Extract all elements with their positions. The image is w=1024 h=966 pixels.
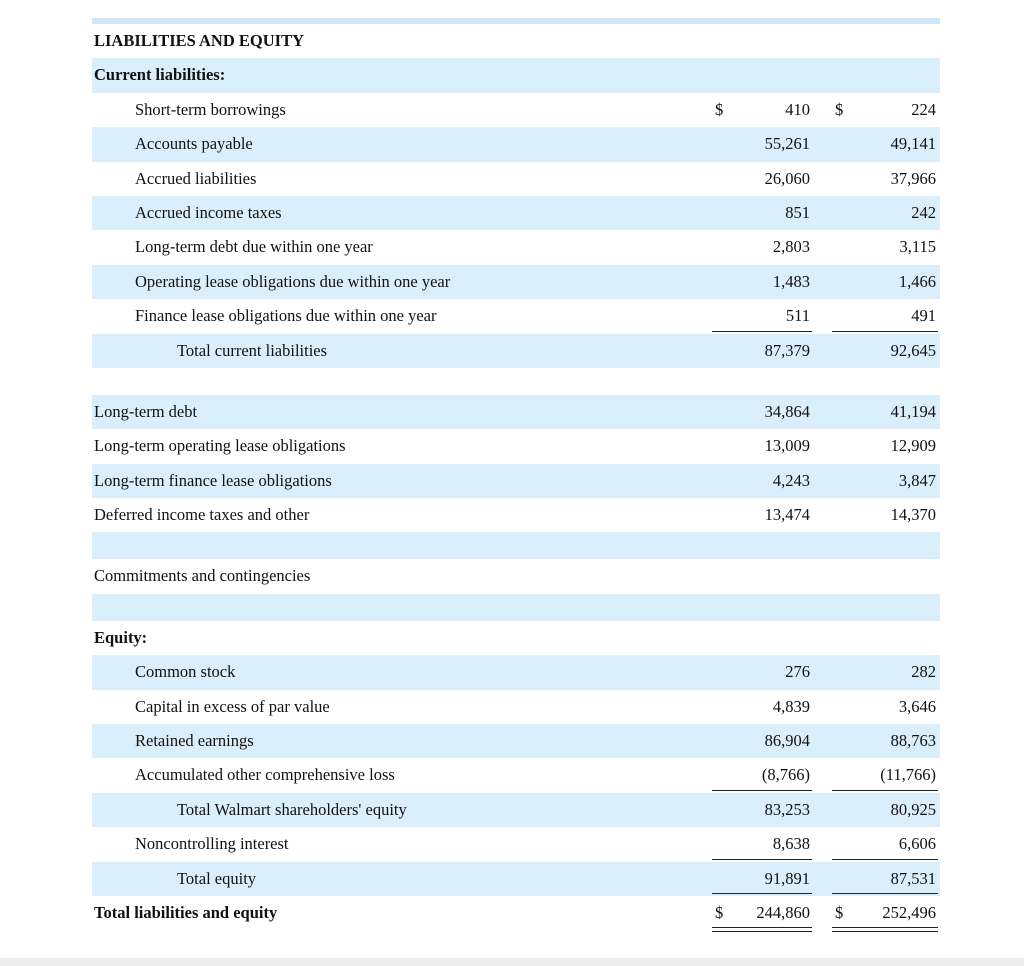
- row-label: Finance lease obligations due within one year: [135, 306, 437, 326]
- value: 26,060: [764, 168, 810, 188]
- value-prior-year: [832, 230, 938, 264]
- value-prior-year: [832, 395, 938, 429]
- value-current-year: [712, 127, 812, 161]
- row-long-term-debt: [92, 395, 940, 429]
- value-current-year: [712, 690, 812, 724]
- row-label: Total current liabilities: [177, 340, 328, 360]
- balance-sheet-liabilities-equity: [92, 18, 940, 930]
- row-accumulated-oci-loss: [92, 758, 940, 792]
- value-current-year: [712, 862, 812, 896]
- value-current-year: [712, 230, 812, 264]
- value-current-year: [712, 299, 812, 333]
- spacer: [92, 594, 940, 621]
- value-current-year: [712, 93, 812, 127]
- value: 12,909: [890, 436, 936, 456]
- value-current-year: [712, 498, 812, 532]
- row-retained-earnings: [92, 724, 940, 758]
- spacer: [92, 368, 940, 395]
- value-prior-year: [832, 655, 938, 689]
- value-current-year: [712, 896, 812, 930]
- value: 87,531: [890, 868, 936, 888]
- row-long-term-operating-lease: [92, 429, 940, 463]
- value: 3,847: [898, 470, 936, 490]
- value-prior-year: [832, 299, 938, 333]
- value: 13,474: [764, 505, 810, 525]
- row-total-liabilities-and-equity: [92, 896, 940, 930]
- row-label: Accrued income taxes: [135, 202, 282, 222]
- value-prior-year: [832, 93, 938, 127]
- value: 83,253: [764, 799, 810, 819]
- value: 37,966: [890, 168, 936, 188]
- row-deferred-income-taxes: [92, 498, 940, 532]
- row-label: Long-term debt due within one year: [135, 237, 373, 257]
- value: 224: [911, 99, 936, 119]
- value: 14,370: [890, 505, 936, 525]
- currency-symbol: $: [835, 902, 844, 922]
- value: 4,243: [772, 470, 810, 490]
- value: 252,496: [882, 902, 936, 922]
- value-current-year: [712, 334, 812, 368]
- value: 3,646: [898, 696, 936, 716]
- row-total-walmart-equity: [92, 793, 940, 827]
- row-label: Retained earnings: [135, 731, 254, 751]
- value-prior-year: [832, 758, 938, 792]
- value-current-year: [712, 265, 812, 299]
- row-total-equity: [92, 862, 940, 896]
- row-label: Operating lease obligations due within one year: [135, 271, 451, 291]
- row-label: Common stock: [135, 662, 236, 682]
- row-noncontrolling-interest: [92, 827, 940, 861]
- value-prior-year: [832, 265, 938, 299]
- current-liabilities-heading-row: [92, 58, 940, 92]
- value: 41,194: [890, 401, 936, 421]
- value: 3,115: [899, 237, 936, 257]
- row-capital-in-excess: [92, 690, 940, 724]
- value-prior-year: [832, 127, 938, 161]
- value: 511: [785, 306, 810, 326]
- value: 1,483: [772, 271, 810, 291]
- value: (11,766): [880, 765, 936, 785]
- value-prior-year: [832, 827, 938, 861]
- value: 851: [785, 202, 810, 222]
- value-current-year: [712, 655, 812, 689]
- row-long-term-finance-lease: [92, 464, 940, 498]
- section-title-row: [92, 24, 940, 58]
- currency-symbol: $: [715, 902, 724, 922]
- value: 6,606: [898, 834, 936, 854]
- row-label: Total liabilities and equity: [94, 902, 278, 922]
- equity-heading: Equity:: [94, 627, 148, 647]
- value: 282: [911, 662, 936, 682]
- value-prior-year: [832, 793, 938, 827]
- row-operating-lease-due: [92, 265, 940, 299]
- value: 88,763: [890, 731, 936, 751]
- row-short-term-borrowings: [92, 93, 940, 127]
- value-current-year: [712, 429, 812, 463]
- value: 87,379: [764, 340, 810, 360]
- value-current-year: [712, 196, 812, 230]
- value: 13,009: [764, 436, 810, 456]
- row-accrued-income-taxes: [92, 196, 940, 230]
- value: 2,803: [772, 237, 810, 257]
- value-prior-year: [832, 690, 938, 724]
- row-label: Short-term borrowings: [135, 99, 286, 119]
- row-long-term-debt-due: [92, 230, 940, 264]
- value-prior-year: [832, 464, 938, 498]
- row-commitments: [92, 559, 940, 593]
- value-prior-year: [832, 334, 938, 368]
- value: 80,925: [890, 799, 936, 819]
- value-current-year: [712, 793, 812, 827]
- row-label: Long-term debt: [94, 401, 198, 421]
- current-liabilities-heading: Current liabilities:: [94, 65, 226, 85]
- value: 91,891: [764, 868, 810, 888]
- value: 1,466: [898, 271, 936, 291]
- value-current-year: [712, 827, 812, 861]
- value: 4,839: [772, 696, 810, 716]
- value-current-year: [712, 724, 812, 758]
- currency-symbol: $: [835, 99, 844, 119]
- value: 8,638: [772, 834, 810, 854]
- value-current-year: [712, 162, 812, 196]
- row-label: Noncontrolling interest: [135, 834, 289, 854]
- value-prior-year: [832, 196, 938, 230]
- equity-heading-row: [92, 621, 940, 655]
- value: 491: [911, 306, 936, 326]
- row-label: Commitments and contingencies: [94, 566, 311, 586]
- row-label: Capital in excess of par value: [135, 696, 330, 716]
- row-label: Deferred income taxes and other: [94, 505, 310, 525]
- row-label: Total Walmart shareholders' equity: [177, 799, 407, 819]
- value-prior-year: [832, 498, 938, 532]
- value: 55,261: [764, 134, 810, 154]
- row-label: Accrued liabilities: [135, 168, 257, 188]
- spacer: [92, 532, 940, 559]
- bottom-shade: [0, 958, 1024, 966]
- value-current-year: [712, 758, 812, 792]
- value-prior-year: [832, 429, 938, 463]
- value: 49,141: [890, 134, 936, 154]
- row-label: Accounts payable: [135, 134, 253, 154]
- value: 242: [911, 202, 936, 222]
- value: (8,766): [761, 765, 810, 785]
- value-prior-year: [832, 862, 938, 896]
- row-label: Long-term operating lease obligations: [94, 436, 346, 456]
- row-accounts-payable: [92, 127, 940, 161]
- value-prior-year: [832, 162, 938, 196]
- value-current-year: [712, 464, 812, 498]
- value: 244,860: [756, 902, 810, 922]
- value-current-year: [712, 395, 812, 429]
- section-title: LIABILITIES AND EQUITY: [94, 31, 304, 50]
- currency-symbol: $: [715, 99, 724, 119]
- row-finance-lease-due: [92, 299, 940, 333]
- row-label: Long-term finance lease obligations: [94, 470, 332, 490]
- value-prior-year: [832, 724, 938, 758]
- row-label: Accumulated other comprehensive loss: [135, 765, 395, 785]
- value: 410: [785, 99, 810, 119]
- row-total-current-liabilities: [92, 334, 940, 368]
- value: 276: [785, 662, 810, 682]
- row-common-stock: [92, 655, 940, 689]
- row-accrued-liabilities: [92, 162, 940, 196]
- value: 34,864: [764, 401, 810, 421]
- row-label: Total equity: [177, 868, 257, 888]
- value-prior-year: [832, 896, 938, 930]
- value: 92,645: [890, 340, 936, 360]
- value: 86,904: [764, 731, 810, 751]
